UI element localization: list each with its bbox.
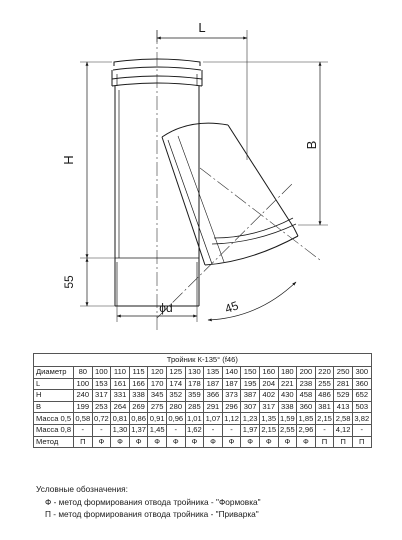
table-cell: Ф	[222, 436, 241, 448]
table-cell: 503	[352, 401, 371, 413]
table-cell: -	[352, 424, 371, 436]
table-row	[34, 367, 372, 379]
table-cell: 296	[222, 401, 241, 413]
table-cell: 338	[129, 390, 148, 402]
table-cell: 238	[297, 378, 316, 390]
table-row	[34, 390, 372, 402]
table-cell: 0,58	[75, 413, 91, 423]
table-cell: -	[204, 424, 223, 436]
table-cell: 1,01	[186, 413, 202, 423]
table-cell: 0,86	[131, 413, 146, 423]
branch-centerline	[157, 184, 292, 318]
table-cell: 178	[185, 378, 204, 390]
table-cell: 195	[241, 378, 260, 390]
table-cell: 220	[315, 367, 334, 379]
table-cell: 0,81	[112, 413, 128, 423]
row-label: H	[34, 390, 74, 402]
row-label: Метод	[34, 436, 74, 448]
table-cell: 170	[148, 378, 167, 390]
table-cell: 359	[185, 390, 204, 402]
table-cell: 1,23	[242, 413, 258, 423]
table-cell: 413	[334, 401, 353, 413]
dim-h-label: H	[61, 155, 76, 165]
table-cell: 307	[241, 401, 260, 413]
table-cell: 0,96	[168, 413, 184, 423]
table-cell: 331	[111, 390, 130, 402]
spec-table-body	[34, 367, 372, 448]
table-cell: Ф	[185, 436, 204, 448]
dim-l	[157, 20, 247, 160]
row-label: Масса 0,5	[34, 413, 74, 425]
table-cell: 285	[185, 401, 204, 413]
table-cell: 291	[204, 401, 223, 413]
table-cell: 135	[204, 367, 223, 379]
table-cell: 360	[297, 401, 316, 413]
table-cell: 366	[204, 390, 223, 402]
row-label: Диаметр	[34, 367, 74, 379]
table-cell: 1,85	[298, 413, 314, 423]
table-cell: 0,72	[94, 413, 109, 423]
table-cell: 0,91	[149, 413, 165, 423]
table-cell: 140	[222, 367, 241, 379]
table-cell: 1,37	[131, 425, 146, 435]
table-cell: 204	[259, 378, 278, 390]
table-cell: 529	[334, 390, 353, 402]
table-cell: 373	[222, 390, 241, 402]
table-cell: 1,45	[149, 425, 165, 435]
table-cell: 115	[129, 367, 148, 379]
legend-item-welding: П - метод формирования отвода тройника - "Приварка"	[45, 509, 259, 520]
table-cell: 180	[278, 367, 297, 379]
table-cell: 1,97	[242, 425, 258, 435]
table-cell: 199	[74, 401, 93, 413]
table-cell: 269	[129, 401, 148, 413]
table-title-row	[34, 354, 372, 367]
table-cell: Ф	[259, 436, 278, 448]
table-cell: 2,15	[261, 425, 277, 435]
table-cell: 1,12	[224, 413, 239, 423]
table-cell: 250	[334, 367, 353, 379]
dim-h	[61, 62, 115, 258]
table-cell: 275	[148, 401, 167, 413]
table-cell: 281	[334, 378, 353, 390]
table-cell: 120	[148, 367, 167, 379]
table-cell: 1,30	[112, 425, 128, 435]
table-cell: 221	[278, 378, 297, 390]
table-cell: 240	[74, 390, 93, 402]
row-label: B	[34, 401, 74, 413]
table-row	[34, 413, 372, 425]
row-label: L	[34, 378, 74, 390]
table-cell: 264	[111, 401, 130, 413]
table-cell: П	[74, 436, 93, 448]
table-cell: -	[222, 424, 241, 436]
table-cell: Ф	[148, 436, 167, 448]
table-cell: 161	[111, 378, 130, 390]
table-cell: П	[315, 436, 334, 448]
table-cell: 280	[166, 401, 185, 413]
table-cell: 125	[166, 367, 185, 379]
table-cell: 2,96	[298, 425, 314, 435]
table-cell: 187	[222, 378, 241, 390]
legend-item-forming: Ф - метод формирования отвода тройника - "Формовка"	[45, 496, 261, 507]
table-row	[34, 424, 372, 436]
table-cell: 486	[315, 390, 334, 402]
table-cell: 317	[92, 390, 111, 402]
table-cell: Ф	[166, 436, 185, 448]
table-cell: 345	[148, 390, 167, 402]
table-cell: 80	[74, 367, 93, 379]
table-cell: 458	[297, 390, 316, 402]
table-cell: 430	[278, 390, 297, 402]
table-cell: Ф	[92, 436, 111, 448]
table-cell: 3,82	[354, 413, 370, 423]
legend	[36, 483, 261, 521]
dim-b-label: B	[304, 140, 319, 150]
table-cell: Ф	[278, 436, 297, 448]
table-cell: 1,62	[186, 425, 202, 435]
table-cell: 187	[204, 378, 223, 390]
table-cell: 200	[297, 367, 316, 379]
table-cell: 255	[315, 378, 334, 390]
table-cell: 1,35	[261, 413, 277, 423]
table-cell: 160	[259, 367, 278, 379]
table-cell: 100	[92, 367, 111, 379]
table-cell: 150	[241, 367, 260, 379]
table-cell: Ф	[111, 436, 130, 448]
table-cell: 317	[259, 401, 278, 413]
table-cell: 174	[166, 378, 185, 390]
dim-base-label: 55	[62, 275, 76, 289]
table-cell: П	[334, 436, 353, 448]
dim-angle	[208, 282, 296, 320]
row-label: Масса 0,8	[34, 424, 74, 436]
table-cell: 166	[129, 378, 148, 390]
table-cell: -	[92, 424, 111, 436]
table-cell: Ф	[204, 436, 223, 448]
table-cell: 2,15	[317, 413, 332, 423]
table-cell: 130	[185, 367, 204, 379]
table-cell: Ф	[241, 436, 260, 448]
table-cell: -	[166, 424, 185, 436]
table-cell: Ф	[297, 436, 316, 448]
table-cell: 300	[352, 367, 371, 379]
table-cell: 153	[92, 378, 111, 390]
table-cell: -	[74, 424, 93, 436]
table-cell: 402	[259, 390, 278, 402]
legend-heading: Условные обозначения:	[36, 484, 128, 494]
dim-base	[62, 258, 115, 306]
table-cell: П	[352, 436, 371, 448]
table-cell: 110	[111, 367, 130, 379]
table-cell: Ф	[129, 436, 148, 448]
dim-angle-label: 45	[222, 298, 241, 317]
table-cell: 2,58	[335, 413, 351, 423]
table-cell: 100	[74, 378, 93, 390]
table-title: Тройник К-135° (f46)	[34, 354, 372, 367]
dim-l-label: L	[198, 20, 206, 35]
table-cell: 1,07	[205, 413, 221, 423]
table-cell: 2,55	[279, 425, 295, 435]
table-cell: 352	[166, 390, 185, 402]
branch-pipe	[162, 123, 298, 265]
table-cell: 381	[315, 401, 334, 413]
table-cell: 253	[92, 401, 111, 413]
table-cell: 387	[241, 390, 260, 402]
table-row	[34, 436, 372, 448]
table-cell: 360	[352, 378, 371, 390]
table-cell: 4,12	[335, 425, 351, 435]
table-cell: -	[315, 424, 334, 436]
table-row	[34, 401, 372, 413]
spec-table	[33, 353, 372, 448]
table-cell: 652	[352, 390, 371, 402]
table-cell: 1,59	[279, 413, 295, 423]
dim-b	[203, 62, 328, 225]
dim-diameter-label: ϕd	[159, 301, 173, 315]
table-cell: 338	[278, 401, 297, 413]
table-row	[34, 378, 372, 390]
